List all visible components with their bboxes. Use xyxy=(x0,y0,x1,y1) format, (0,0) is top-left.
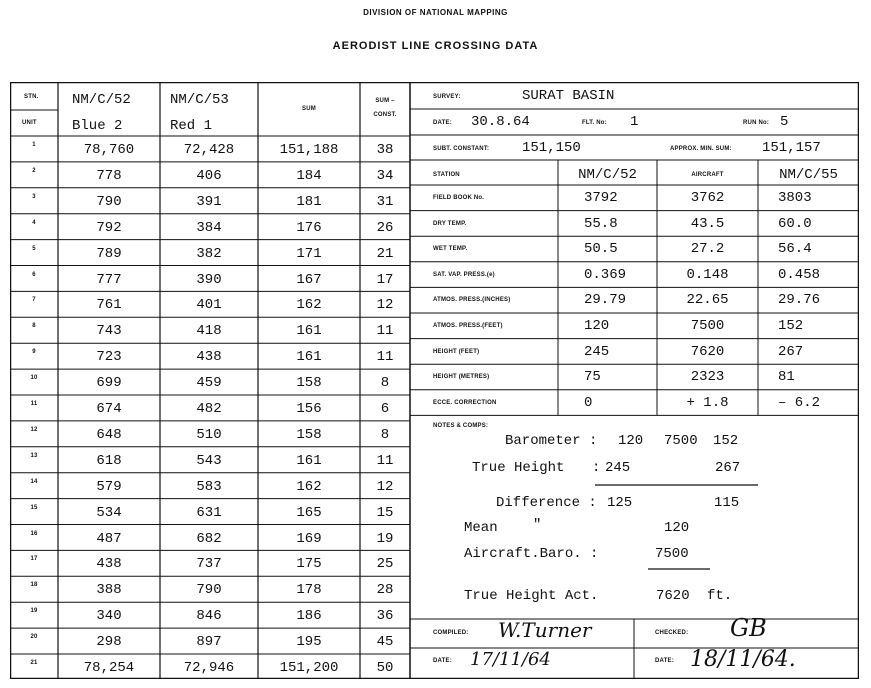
station-1-value: 120 xyxy=(584,318,610,334)
row-number: 17 xyxy=(30,556,38,563)
measurement-label: SAT. VAP. PRESS.(e) xyxy=(433,271,495,278)
station-b-reading: 790 xyxy=(196,582,222,599)
station-2-value: 152 xyxy=(778,318,804,334)
station-1-value: 50.5 xyxy=(584,241,618,258)
station-2-value: 60.0 xyxy=(778,215,812,232)
compiled-date-label: DATE: xyxy=(433,658,452,664)
station-2-header: NM/C/55 xyxy=(779,167,838,183)
station-b-reading: 631 xyxy=(196,504,222,521)
measurement-label: ATMOS. PRESS.(INCHES) xyxy=(433,297,511,304)
unit-a-value: Blue 2 xyxy=(72,118,123,134)
row-number: 8 xyxy=(32,323,36,330)
true-height-station-2: 267 xyxy=(715,460,741,476)
sum-value: 181 xyxy=(296,193,322,210)
notes-label: NOTES & COMPS: xyxy=(433,423,489,429)
sum-minus-const-value: 34 xyxy=(376,167,394,184)
sum-minus-const-value: 11 xyxy=(376,452,394,469)
sum-value: 195 xyxy=(296,634,322,651)
station-2-value: 81 xyxy=(778,369,795,386)
sum-value: 167 xyxy=(296,271,322,288)
station-b-reading: 438 xyxy=(196,349,222,366)
measurement-label: DRY TEMP. xyxy=(433,220,467,227)
station-1-value: 75 xyxy=(584,369,601,386)
row-number: 14 xyxy=(30,478,38,485)
sum-minus-const-value: 21 xyxy=(376,245,394,262)
row-number: 5 xyxy=(32,245,36,252)
flight-value: 1 xyxy=(630,114,639,130)
survey-value: SURAT BASIN xyxy=(522,88,615,104)
station-b-reading: 510 xyxy=(196,426,222,443)
date-value: 30.8.64 xyxy=(471,114,530,130)
station-a-reading: 699 xyxy=(96,375,122,392)
sum-minus-const-value: 38 xyxy=(376,142,394,158)
barometer-station-2: 152 xyxy=(713,433,739,449)
run-label: RUN No: xyxy=(743,120,770,126)
sum-value: 162 xyxy=(296,297,322,314)
sum-value: 151,200 xyxy=(279,660,339,676)
row-number: 9 xyxy=(32,349,36,356)
measurement-label: FIELD BOOK No. xyxy=(433,195,485,201)
aircraft-value: 7620 xyxy=(690,343,725,360)
sum-minus-const-value: 25 xyxy=(376,556,394,573)
station-1-value: 0 xyxy=(584,394,593,411)
station-b-reading: 682 xyxy=(196,530,222,547)
sum-value: 169 xyxy=(296,530,322,547)
station-b-reading: 406 xyxy=(196,167,222,184)
true-height-station-1: 245 xyxy=(605,460,631,476)
flight-label: FLT. No: xyxy=(582,120,607,126)
true-height-act-unit: ft. xyxy=(707,588,733,604)
aircraft-value: 3762 xyxy=(690,190,725,206)
sum-minus-const-value: 11 xyxy=(376,323,394,340)
sum-header: SUM xyxy=(302,106,316,112)
sum-minus-const-value: 15 xyxy=(376,504,394,521)
station-b-reading: 390 xyxy=(196,271,222,288)
station-a-reading: 790 xyxy=(96,193,122,210)
station-1-value: 0.369 xyxy=(584,266,627,283)
difference-station-2: 115 xyxy=(714,495,740,511)
sum-value: 176 xyxy=(296,219,322,236)
sum-minus-const-value: 8 xyxy=(380,375,390,392)
form-title: AERODIST LINE CROSSING DATA xyxy=(332,40,539,52)
aircraft-value: 0.148 xyxy=(686,266,729,283)
row-number: 3 xyxy=(32,193,36,200)
aircraft-value: 27.2 xyxy=(690,241,725,258)
sum-minus-const-value: 12 xyxy=(376,478,394,495)
sum-value: 161 xyxy=(296,323,322,340)
aircraft-column-header: AIRCRAFT xyxy=(691,172,724,178)
row-number: 7 xyxy=(32,297,36,304)
checked-label: CHECKED: xyxy=(655,630,689,636)
true-height-act-label: True Height Act. xyxy=(464,588,599,604)
true-height-colon: : xyxy=(592,460,601,476)
station-2-value: 0.458 xyxy=(778,266,821,283)
division-heading: DIVISION OF NATIONAL MAPPING xyxy=(363,8,508,17)
crossing-data-form xyxy=(10,82,859,679)
station-1-value: 29.79 xyxy=(584,292,627,309)
sum-value: 165 xyxy=(296,504,322,521)
sum-minus-const-value: 45 xyxy=(376,634,394,651)
approx-min-sum-value: 151,157 xyxy=(762,140,821,156)
checked-date-label: DATE: xyxy=(655,658,674,664)
compiled-date-value: 17/11/64 xyxy=(470,649,551,670)
sum-minus-const-value: 50 xyxy=(376,660,394,676)
station-a-reading: 761 xyxy=(96,297,122,314)
subt-constant-label: SUBT. CONSTANT: xyxy=(433,146,490,152)
station-a-reading: 743 xyxy=(96,323,122,340)
station-b-reading: 401 xyxy=(196,297,222,314)
station-2-value: 267 xyxy=(778,343,804,360)
station-a-reading: 789 xyxy=(96,245,122,262)
row-number: 20 xyxy=(30,634,38,641)
sum-value: 178 xyxy=(296,582,322,599)
station-a-reading: 777 xyxy=(96,271,122,288)
mean-label: Mean xyxy=(464,520,498,536)
sum-const-header-line1: SUM – xyxy=(375,98,395,104)
measurement-label: ATMOS. PRESS.(FEET) xyxy=(433,323,503,329)
sum-minus-const-value: 6 xyxy=(380,401,390,417)
measurement-label: WET TEMP. xyxy=(433,246,468,253)
station-b-reading: 391 xyxy=(196,193,222,210)
station-1-value: 3792 xyxy=(584,190,618,206)
sum-value: 175 xyxy=(296,556,322,573)
checked-signature: GB xyxy=(730,614,767,642)
station-b-reading: 543 xyxy=(196,452,222,469)
sum-minus-const-value: 26 xyxy=(376,219,394,236)
sum-value: 184 xyxy=(296,167,322,184)
unit-b-value: Red 1 xyxy=(170,118,213,134)
mean-value: 120 xyxy=(664,520,690,536)
compiled-label: COMPILED: xyxy=(433,630,469,636)
row-number: 6 xyxy=(32,271,36,278)
aircraft-value: + 1.8 xyxy=(686,394,729,411)
aircraft-value: 43.5 xyxy=(690,215,725,232)
sum-value: 158 xyxy=(296,375,322,392)
station-a-reading: 78,254 xyxy=(83,660,135,676)
date-label: DATE: xyxy=(433,120,452,126)
station-1-value: 245 xyxy=(584,343,610,360)
sum-minus-const-value: 31 xyxy=(376,193,394,210)
row-number: 16 xyxy=(30,530,38,537)
station-a-reading: 438 xyxy=(96,556,122,573)
station-a-reading: 579 xyxy=(96,478,122,495)
station-2-value: 56.4 xyxy=(778,241,812,258)
row-number: 12 xyxy=(30,426,38,433)
measurement-label: HEIGHT (FEET) xyxy=(433,348,480,355)
row-number: 11 xyxy=(30,401,38,407)
row-number: 13 xyxy=(30,452,38,459)
true-height-act-value: 7620 xyxy=(656,588,690,604)
station-b-reading: 897 xyxy=(196,634,222,651)
approx-min-sum-label: APPROX. MIN. SUM: xyxy=(670,146,732,152)
station-b-reading: 482 xyxy=(196,401,222,417)
difference-label: Difference : xyxy=(496,495,597,511)
sum-minus-const-value: 17 xyxy=(376,271,394,288)
station-a-reading: 792 xyxy=(96,219,122,236)
aircraft-value: 22.65 xyxy=(686,292,729,309)
station-b-reading: 459 xyxy=(196,375,222,392)
aircraft-value: 2323 xyxy=(690,369,725,386)
station-b-reading: 72,428 xyxy=(183,142,235,158)
barometer-station-1: 120 xyxy=(618,433,644,449)
station-b-header: NM/C/53 xyxy=(170,92,229,108)
sum-value: 186 xyxy=(296,608,322,625)
station-a-reading: 618 xyxy=(96,452,122,469)
row-number: 19 xyxy=(30,608,38,615)
sum-value: 161 xyxy=(296,452,322,469)
barometer-aircraft: 7500 xyxy=(664,433,698,449)
sum-value: 158 xyxy=(296,426,322,443)
station-2-value: – 6.2 xyxy=(778,394,821,411)
row-number: 10 xyxy=(30,375,38,382)
station-a-reading: 78,760 xyxy=(83,142,135,158)
sum-minus-const-value: 28 xyxy=(376,582,394,599)
compiled-signature: W.Turner xyxy=(498,618,592,642)
row-number: 15 xyxy=(30,504,38,511)
station-a-reading: 298 xyxy=(96,634,122,651)
station-a-reading: 388 xyxy=(96,582,122,599)
sum-value: 156 xyxy=(296,401,322,417)
barometer-label: Barometer : xyxy=(505,433,598,449)
row-number: 21 xyxy=(30,660,38,666)
run-value: 5 xyxy=(780,114,789,130)
sum-value: 151,188 xyxy=(279,142,339,158)
station-b-reading: 418 xyxy=(196,323,222,340)
station-a-reading: 487 xyxy=(96,530,122,547)
row-number: 18 xyxy=(30,582,38,589)
station-a-reading: 340 xyxy=(96,608,122,625)
station-a-reading: 723 xyxy=(96,349,122,366)
survey-label: SURVEY: xyxy=(433,94,461,100)
station-a-reading: 648 xyxy=(96,426,122,443)
true-height-label: True Height xyxy=(472,460,565,476)
sum-minus-const-value: 36 xyxy=(376,608,394,625)
unit-header: UNIT xyxy=(22,120,37,126)
aircraft-baro-value: 7500 xyxy=(655,546,689,562)
mean-ditto-mark: " xyxy=(533,517,542,533)
station-a-reading: 674 xyxy=(96,401,122,417)
measurement-label: HEIGHT (METRES) xyxy=(433,374,490,381)
station-b-reading: 583 xyxy=(196,478,222,495)
station-b-reading: 384 xyxy=(196,219,222,236)
row-number: 2 xyxy=(32,167,36,174)
stn-header: STN. xyxy=(24,94,39,100)
station-b-reading: 382 xyxy=(196,245,222,262)
sum-minus-const-value: 12 xyxy=(376,297,394,314)
station-1-header: NM/C/52 xyxy=(578,167,637,183)
station-b-reading: 846 xyxy=(196,608,222,625)
row-number: 4 xyxy=(32,219,36,226)
station-2-value: 3803 xyxy=(778,190,812,206)
sum-value: 161 xyxy=(296,349,322,366)
station-a-reading: 534 xyxy=(96,504,122,521)
station-1-value: 55.8 xyxy=(584,215,618,232)
station-a-header: NM/C/52 xyxy=(72,92,131,108)
subt-constant-value: 151,150 xyxy=(522,140,581,156)
aircraft-value: 7500 xyxy=(690,318,725,334)
sum-value: 162 xyxy=(296,478,322,495)
aircraft-baro-label: Aircraft.Baro. : xyxy=(464,546,599,562)
station-2-value: 29.76 xyxy=(778,292,821,309)
station-b-reading: 737 xyxy=(196,556,222,573)
sum-minus-const-value: 11 xyxy=(376,349,394,366)
sum-minus-const-value: 8 xyxy=(380,426,390,443)
sum-minus-const-value: 19 xyxy=(376,530,394,547)
difference-station-1: 125 xyxy=(607,495,633,511)
measurement-label: ECCE. CORRECTION xyxy=(433,399,497,406)
row-number: 1 xyxy=(32,142,36,148)
sum-const-header-line2: CONST. xyxy=(373,112,397,118)
station-b-reading: 72,946 xyxy=(183,660,235,676)
checked-date-value: 18/11/64. xyxy=(690,647,796,672)
station-a-reading: 778 xyxy=(96,167,122,184)
station-column-header: STATION xyxy=(433,172,460,178)
sum-value: 171 xyxy=(296,245,322,262)
